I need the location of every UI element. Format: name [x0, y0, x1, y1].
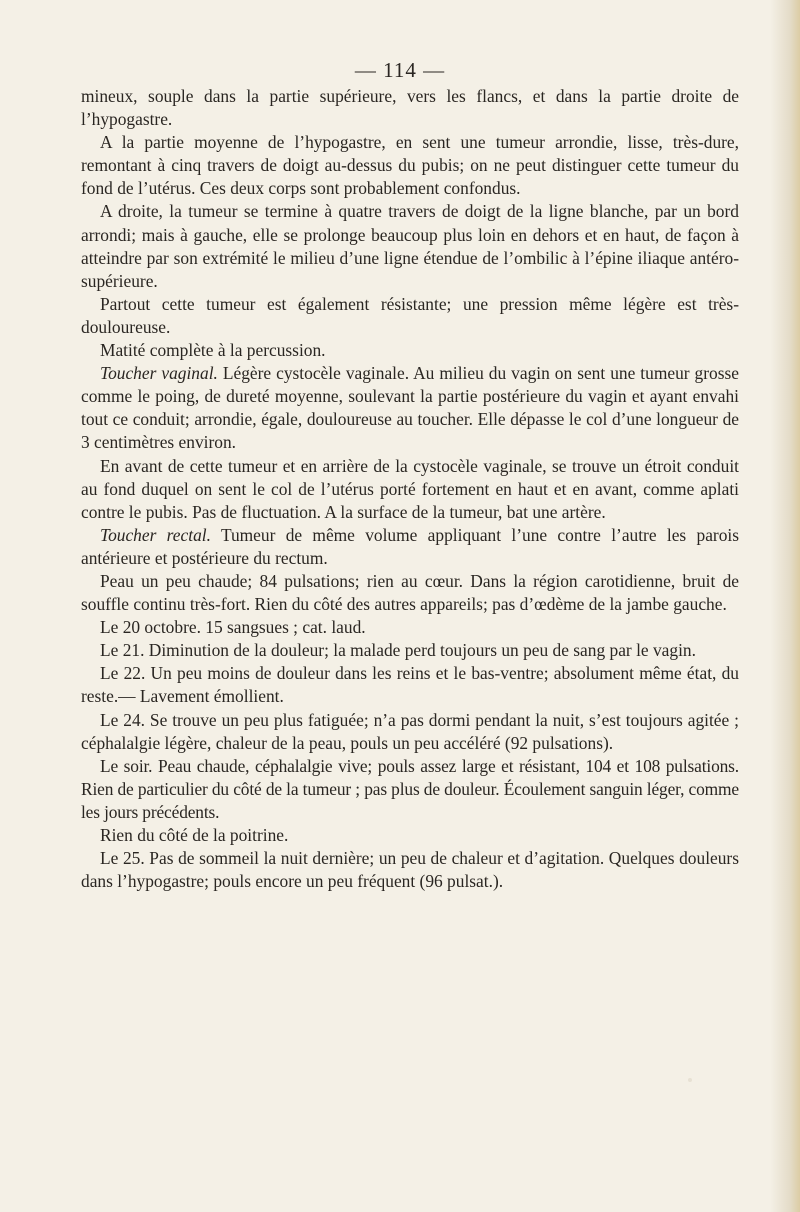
paragraph-text: Le 21. Diminution de la douleur; la malade perd toujours un peu de sang par le vagin. — [100, 640, 696, 661]
paragraph-text: Le 20 octobre. 15 sangsues ; cat. laud. — [100, 617, 366, 638]
paragraph-9 — [81, 570, 739, 616]
paragraph-7 — [81, 455, 739, 524]
paragraph-4 — [81, 293, 739, 339]
paragraph-5 — [81, 339, 739, 362]
paragraph-text: Légère cystocèle vaginale. Au milieu du vagin on sent une tumeur grosse comme le poing, de dureté moyenne, soulevant la partie postérieure du vagin et ayant envahi tout ce conduit; arrondie, égale, douloureuse au toucher. Elle dépasse le col d’une longueur de 3 centimètres environ. — [81, 363, 739, 453]
paragraph-text: Tumeur de même volume appliquant l’une contre l’autre les parois antérieure et postérieure du rectum. — [81, 524, 740, 568]
paragraph-12 — [81, 662, 739, 708]
paragraph-text: Matité complète à la percussion. — [100, 340, 326, 361]
paragraph-1 — [81, 85, 739, 131]
paragraph-text: Le 24. Se trouve un peu plus fatiguée; n’a pas dormi pendant la nuit, s’est toujours agitée ; céphalalgie légère, chaleur de la peau, pouls un peu accéléré (92 pulsations). — [81, 709, 739, 753]
paper-foxing-spot — [688, 1078, 692, 1082]
paragraph-text: Le soir. Peau chaude, céphalalgie vive; pouls assez large et résistant, 104 et 108 pulsations. Rien de particulier du côté de la tumeur ; pas plus de douleur. Écoulement sanguin léger, comme les jours précédents. — [81, 755, 739, 822]
paragraph-11 — [81, 639, 739, 662]
paragraph-text: Peau un peu chaude; 84 pulsations; rien au cœur. Dans la région carotidienne, bruit de souffle continu très-fort. Rien du côté des autres appareils; pas d’œdème de la jambe gauche. — [81, 570, 739, 615]
paragraph-6 — [81, 362, 739, 454]
paragraph-text: A droite, la tumeur se termine à quatre travers de doigt de la ligne blanche, par un bord arrondi; mais à gauche, elle se prolonge beaucoup plus loin en dehors et en haut, de façon à atteindre par son extrémité le milieu d’une ligne étendue de l’ombilic à l’épine iliaque antéro-supérieure. — [81, 201, 739, 291]
paragraph-13 — [81, 709, 739, 755]
paragraph-14 — [81, 755, 739, 824]
paragraph-2 — [81, 131, 739, 200]
paragraph-15 — [81, 824, 739, 847]
paragraph-text: Rien du côté de la poitrine. — [100, 825, 289, 845]
body-text — [81, 85, 739, 893]
paragraph-3 — [81, 200, 739, 292]
paragraph-text: mineux, souple dans la partie supérieure, vers les flancs, et dans la partie droite de l’hypogastre. — [81, 86, 739, 130]
section-lead-rectal: Toucher rectal. — [100, 524, 211, 545]
paragraph-text: A la partie moyenne de l’hypogastre, en sent une tumeur arrondie, lisse, très-dure, remontant à cinq travers de doigt au-dessus du pubis; on ne peut distinguer cette tumeur du fond de l’utérus. Ces deux corps sont probablement confondus. — [81, 132, 739, 199]
section-lead-vaginal: Toucher vaginal. — [100, 363, 218, 384]
paragraph-text: Le 22. Un peu moins de douleur dans les reins et le bas-ventre; absolument même état, du reste.— Lavement émollient. — [81, 663, 739, 707]
paragraph-16 — [81, 847, 739, 893]
paragraph-text: Le 25. Pas de sommeil la nuit dernière; un peu de chaleur et d’agitation. Quelques douleurs dans l’hypogastre; pouls encore un peu fréquent (96 pulsat.). — [81, 848, 739, 892]
paper-foxing-spot — [712, 602, 717, 607]
paragraph-10 — [81, 616, 739, 639]
paragraph-text: Partout cette tumeur est également résistante; une pression même légère est très-douloureuse. — [81, 293, 739, 337]
paragraph-text: En avant de cette tumeur et en arrière de la cystocèle vaginale, se trouve un étroit conduit au fond duquel on sent le col de l’utérus porté fortement en haut et en avant, comme aplati contre le pubis. Pas de fluctuation. A la surface de la tumeur, bat une artère. — [81, 455, 739, 522]
page-number: — 114 — — [354, 58, 446, 82]
paragraph-8 — [81, 524, 739, 570]
